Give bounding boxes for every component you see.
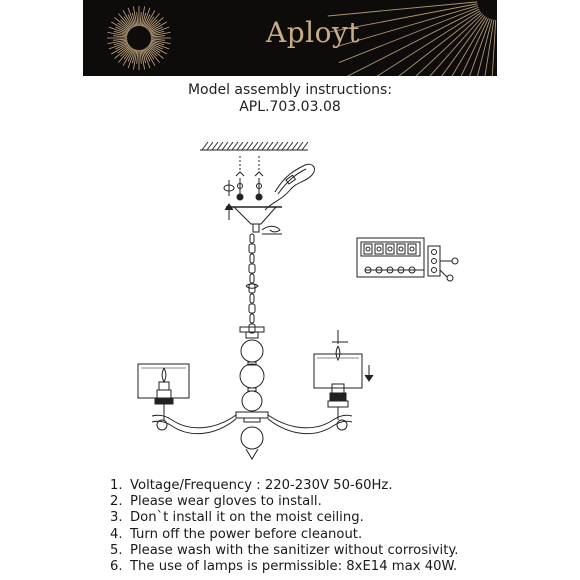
instruction-item bbox=[110, 559, 459, 575]
instruction-number: 4. bbox=[110, 526, 123, 542]
hatch-mark bbox=[222, 142, 228, 150]
chain-link bbox=[249, 244, 255, 253]
instruction-text: Turn off the power before cleanout. bbox=[130, 526, 363, 542]
hatch-mark bbox=[242, 142, 248, 150]
instruction-text: The use of lamps is permissible: 8xE14 max 40W. bbox=[130, 559, 458, 575]
wiring-terminal-icon bbox=[357, 238, 458, 281]
mounting-screws-icon bbox=[236, 156, 263, 200]
page-title: Model assembly instructions: bbox=[187, 82, 393, 98]
instruction-item bbox=[110, 527, 459, 543]
chain-link bbox=[250, 314, 254, 323]
instruction-number: 5. bbox=[110, 542, 123, 558]
model-number: APL.703.03.08 bbox=[239, 99, 341, 115]
hatch-mark bbox=[202, 142, 208, 150]
hatch-mark bbox=[227, 142, 233, 150]
terminal-cell bbox=[408, 244, 416, 254]
hatch-mark bbox=[297, 142, 303, 150]
chain-link bbox=[249, 304, 255, 313]
lamp-shade-icon bbox=[138, 364, 189, 420]
ceiling-hatch bbox=[200, 142, 308, 150]
chain-link bbox=[250, 254, 254, 263]
hook-icon bbox=[262, 226, 282, 234]
corner-ray bbox=[353, 11, 480, 76]
terminal-screw bbox=[366, 247, 370, 251]
chain-link bbox=[250, 234, 254, 243]
lamp-stem bbox=[236, 327, 268, 459]
hatch-mark bbox=[302, 142, 308, 150]
instruction-text: Voltage/Frequency : 220-230V 50-60Hz. bbox=[130, 478, 393, 493]
instruction-item bbox=[110, 478, 459, 494]
arrow-down-icon bbox=[365, 365, 373, 381]
hatch-mark bbox=[292, 142, 298, 150]
hatch-mark bbox=[237, 142, 243, 150]
assembly-diagram bbox=[0, 120, 580, 470]
hatch-mark bbox=[217, 142, 223, 150]
hatch-mark bbox=[272, 142, 278, 150]
lamp-shade-exploded bbox=[314, 330, 362, 420]
instruction-text: Please wear gloves to install. bbox=[130, 494, 322, 510]
terminal-screw bbox=[410, 247, 414, 251]
instruction-item bbox=[110, 543, 459, 559]
instruction-number: 3. bbox=[110, 510, 123, 526]
hatch-mark bbox=[247, 142, 253, 150]
corner-ray bbox=[425, 18, 489, 76]
corner-ray bbox=[328, 2, 477, 16]
hatch-mark bbox=[257, 142, 263, 150]
ceiling-mount-icon bbox=[226, 207, 282, 232]
hatch-mark bbox=[212, 142, 218, 150]
instruction-number: 2. bbox=[110, 494, 123, 510]
terminal-screw bbox=[399, 247, 403, 251]
chain-icon bbox=[246, 234, 258, 333]
instructions-list bbox=[110, 478, 459, 575]
terminal-cell bbox=[375, 244, 383, 254]
instruction-text: Don`t install it on the moist ceiling. bbox=[130, 510, 364, 526]
rotate-icon bbox=[224, 180, 234, 196]
brand-logo-text: Aployt bbox=[266, 16, 361, 49]
instruction-item bbox=[110, 494, 459, 510]
terminal-cell bbox=[386, 244, 394, 254]
terminal-screw bbox=[388, 247, 392, 251]
hatch-mark bbox=[282, 142, 288, 150]
hatch-mark bbox=[267, 142, 273, 150]
instruction-number: 1. bbox=[110, 478, 123, 493]
instruction-text: Please wash with the sanitizer without corrosivity. bbox=[130, 542, 459, 558]
hatch-mark bbox=[207, 142, 213, 150]
corner-ray bbox=[385, 15, 484, 76]
hatch-mark bbox=[262, 142, 268, 150]
terminal-screw bbox=[377, 247, 381, 251]
hatch-mark bbox=[252, 142, 258, 150]
sunburst-icon bbox=[107, 6, 171, 70]
chain-link bbox=[250, 294, 254, 303]
instruction-number: 6. bbox=[110, 559, 123, 575]
corner-ray bbox=[486, 20, 495, 76]
corner-ray bbox=[470, 20, 493, 76]
instruction-item bbox=[110, 510, 459, 526]
wire-bundle-icon bbox=[265, 164, 314, 210]
hatch-mark bbox=[277, 142, 283, 150]
hatch-mark bbox=[287, 142, 293, 150]
terminal-cell bbox=[397, 244, 405, 254]
brand-banner bbox=[83, 0, 497, 76]
chain-link bbox=[250, 274, 254, 283]
chain-link bbox=[249, 264, 255, 273]
terminal-cell bbox=[364, 244, 372, 254]
hatch-mark bbox=[232, 142, 238, 150]
